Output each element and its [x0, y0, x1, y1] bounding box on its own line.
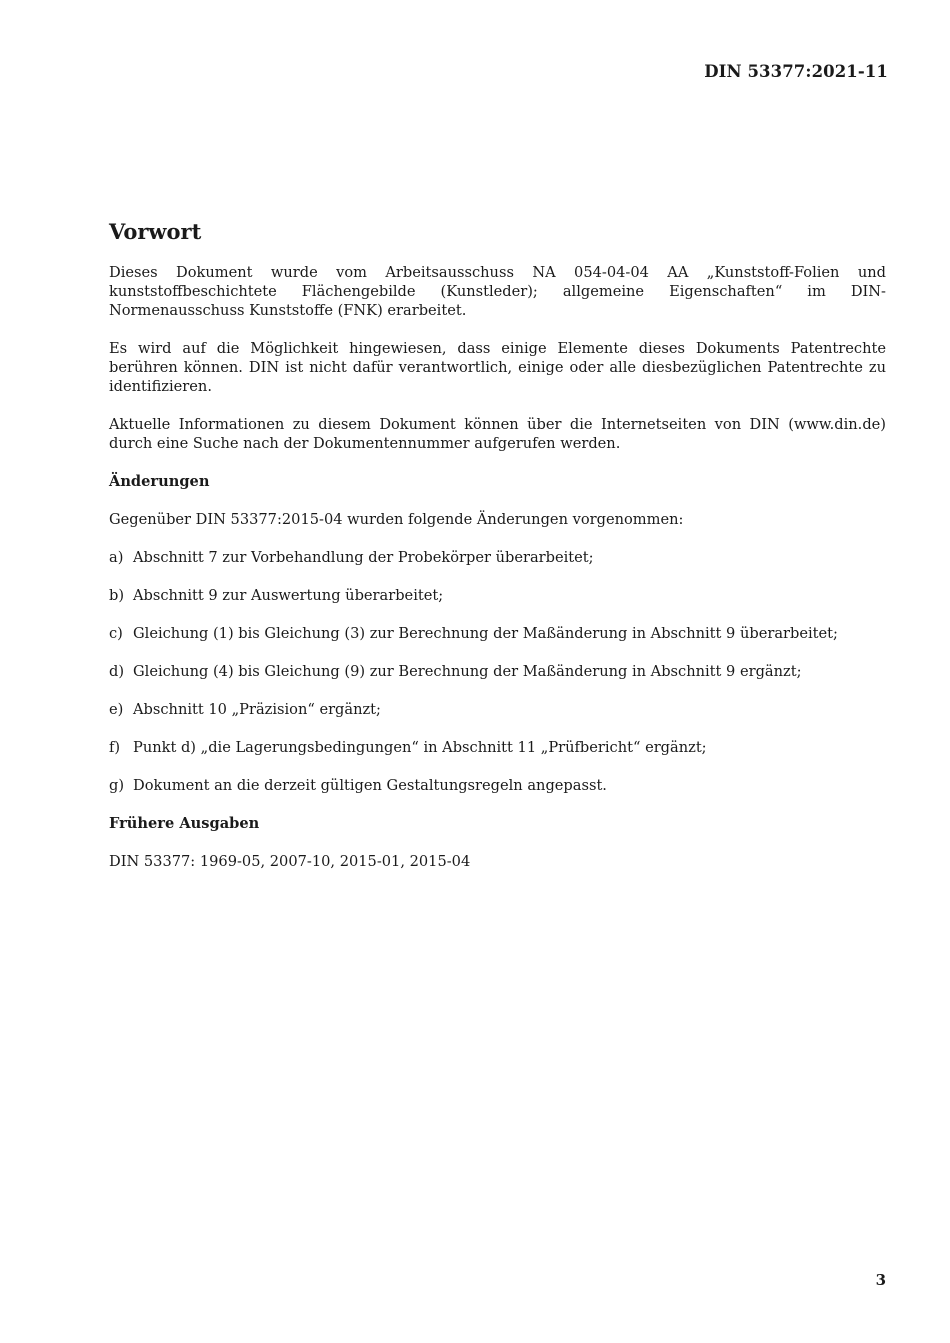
- list-item: [109, 700, 886, 719]
- previous-editions-text: DIN 53377: 1969-05, 2007-10, 2015-01, 2015-04: [109, 853, 471, 870]
- list-item-text: Gleichung (4) bis Gleichung (9) zur Berechnung der Maßänderung in Abschnitt 9 ergänzt;: [133, 663, 802, 680]
- list-item: [109, 624, 886, 643]
- foreword-paragraph: Aktuelle Informationen zu diesem Dokument können über die Internetseiten von DIN (www.din.de) durch eine Suche nach der Dokumentennummer aufgerufen werden.: [109, 416, 886, 452]
- changes-list: [109, 548, 886, 795]
- section-title-vorwort: Vorwort: [109, 219, 202, 244]
- list-marker: g): [109, 777, 125, 794]
- list-item-text: Abschnitt 7 zur Vorbehandlung der Probekörper überarbeitet;: [133, 549, 594, 566]
- changes-intro: Gegenüber DIN 53377:2015-04 wurden folgende Änderungen vorgenommen:: [109, 511, 684, 528]
- list-item-text: Gleichung (1) bis Gleichung (3) zur Berechnung der Maßänderung in Abschnitt 9 überarbeitet;: [133, 625, 838, 642]
- list-marker: d): [109, 663, 125, 680]
- list-item: [109, 738, 886, 757]
- list-item: [109, 662, 886, 681]
- list-item-text: Dokument an die derzeit gültigen Gestaltungsregeln angepasst.: [133, 777, 607, 794]
- list-item: [109, 548, 886, 567]
- list-item-text: Abschnitt 9 zur Auswertung überarbeitet;: [133, 587, 444, 604]
- list-marker: b): [109, 587, 125, 604]
- changes-heading: Änderungen: [109, 473, 210, 490]
- page-number: 3: [875, 1271, 886, 1289]
- list-marker: e): [109, 701, 124, 718]
- list-item: [109, 586, 886, 605]
- list-marker: a): [109, 549, 124, 566]
- list-marker: f): [109, 739, 121, 756]
- foreword-paragraph: Dieses Dokument wurde vom Arbeitsausschuss NA 054-04-04 AA „Kunststoff-Folien und kunststoffbeschichtete Flächengebilde (Kunstleder); allgemeine Eigenschaften“ im DIN-Normenausschuss Kunststoffe (FNK) erarbeitet.: [109, 264, 886, 319]
- list-item-text: Punkt d) „die Lagerungsbedingungen“ in Abschnitt 11 „Prüfbericht“ ergänzt;: [133, 739, 707, 756]
- list-item-text: Abschnitt 10 „Präzision“ ergänzt;: [133, 701, 381, 718]
- list-marker: c): [109, 625, 123, 642]
- document-id-header: DIN 53377:2021-11: [704, 62, 888, 81]
- previous-editions-heading: Frühere Ausgaben: [109, 815, 260, 832]
- page-content: [109, 218, 886, 890]
- foreword-paragraph: Es wird auf die Möglichkeit hingewiesen, dass einige Elemente dieses Dokuments Patentrechte berühren können. DIN ist nicht dafür verantwortlich, einige oder alle diesbezüglichen Patentrechte zu identifizieren.: [109, 340, 886, 395]
- list-item: [109, 776, 886, 795]
